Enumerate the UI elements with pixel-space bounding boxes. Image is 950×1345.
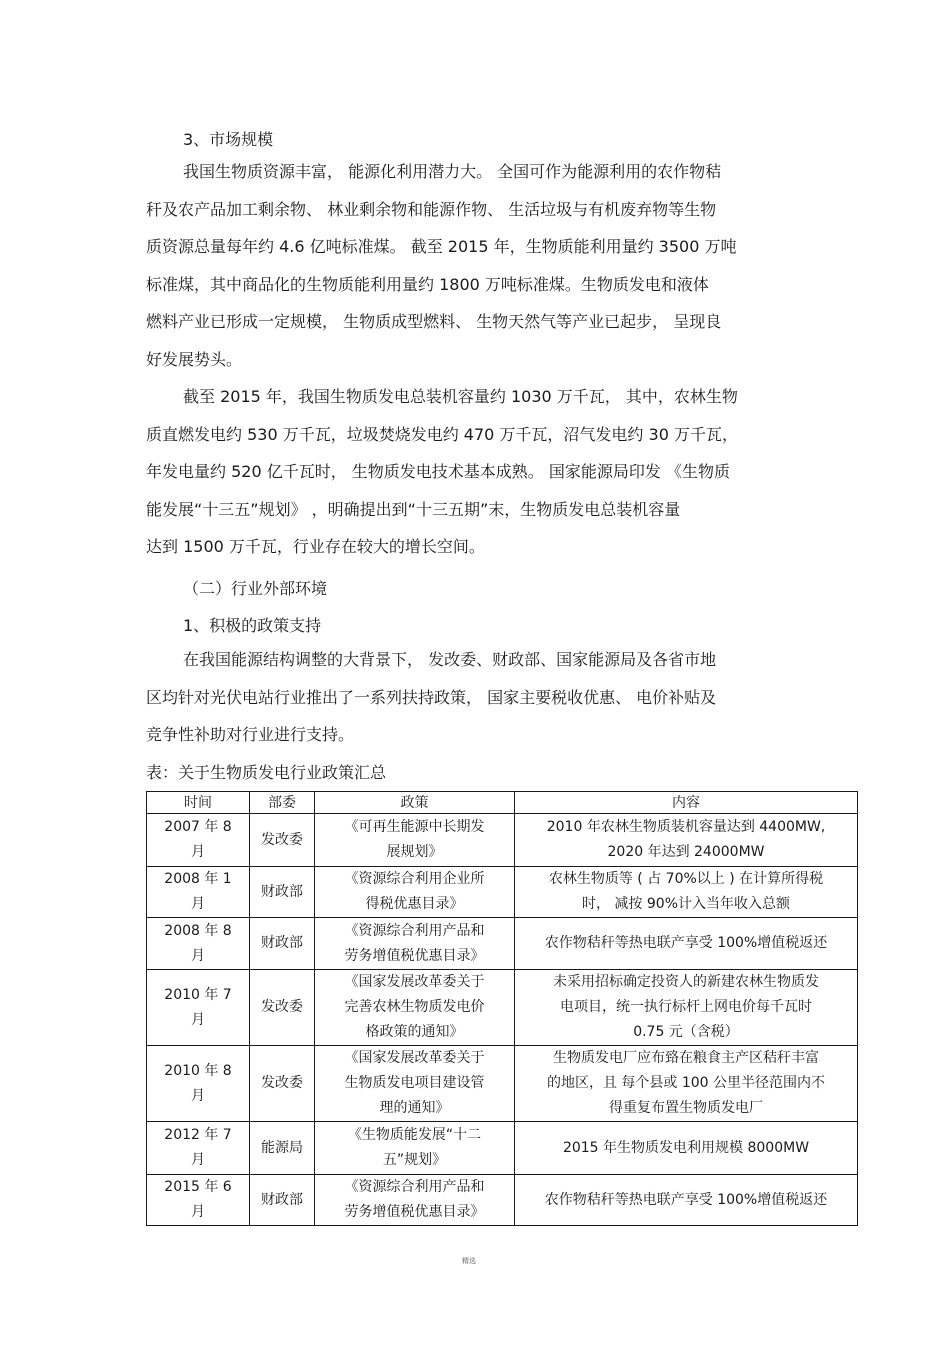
page-footer: 精选 — [462, 1257, 476, 1265]
cell-policy: 《资源综合利用产品和 劳务增值税优惠目录》 — [315, 918, 515, 970]
table-row — [147, 918, 858, 970]
table-caption: 表：关于生物质发电行业政策汇总 — [146, 763, 387, 782]
cell-policy: 《资源综合利用企业所 得税优惠目录》 — [315, 867, 515, 918]
cell-department: 发改委 — [250, 1046, 315, 1122]
paragraph-line: 秆及农产品加工剩余物、 林业剩余物和能源作物、 生活垃圾与有机废弃物等生物 — [146, 199, 717, 219]
header-time: 时间 — [147, 792, 250, 814]
paragraph-line: 质资源总量每年约 4.6 亿吨标准煤。 截至 2015 年，生物质能利用量约 3500 万吨 — [146, 237, 737, 256]
paragraph-capacity — [146, 378, 738, 566]
table-row — [147, 867, 858, 918]
cell-time: 2012 年 7 月 — [147, 1122, 250, 1175]
cell-department: 能源局 — [250, 1122, 315, 1175]
cell-content: 未采用招标确定投资人的新建农林生物质发 电项目，统一执行标杆上网电价每千瓦时 0.75 元（含税） — [515, 970, 858, 1046]
table-row — [147, 814, 858, 867]
cell-content: 农林生物质等 ( 占 70%以上 ) 在计算所得税 时， 减按 90%计入当年收入总额 — [515, 867, 858, 918]
paragraph-line: 质直燃发电约 530 万千瓦，垃圾焚烧发电约 470 万千瓦，沼气发电约 30 万千瓦， — [146, 424, 738, 444]
paragraph-line: 能发展“十三五”规划》 ，明确提出到“十三五期”末，生物质发电总装机容量 — [146, 499, 681, 519]
cell-time: 2007 年 8 月 — [147, 814, 250, 867]
cell-time: 2008 年 1 月 — [147, 867, 250, 918]
cell-policy: 《可再生能源中长期发 展规划》 — [315, 814, 515, 867]
cell-department: 财政部 — [250, 1175, 315, 1226]
paragraph-line: 燃料产业已形成一定规模， 生物质成型燃料、 生物天然气等产业已起步， 呈现良 — [146, 312, 722, 331]
header-department: 部委 — [250, 792, 315, 814]
table-row — [147, 1175, 858, 1226]
cell-policy: 《国家发展改革委关于 生物质发电项目建设管 理的通知》 — [315, 1046, 515, 1122]
cell-department: 财政部 — [250, 867, 315, 918]
paragraph-line: 区均针对光伏电站行业推出了一系列扶持政策， 国家主要税收优惠、 电价补贴及 — [146, 687, 717, 707]
subsection-heading-external-environment: （二）行业外部环境 — [183, 579, 328, 598]
table-header-row — [147, 792, 858, 814]
table-row — [147, 1122, 858, 1175]
paragraph-line: 竞争性补助对行业进行支持。 — [146, 725, 355, 744]
cell-content: 农作物秸秆等热电联产享受 100%增值税返还 — [515, 1175, 858, 1226]
cell-time: 2010 年 8 月 — [147, 1046, 250, 1122]
paragraph-line: 年发电量约 520 亿千瓦时， 生物质发电技术基本成熟。 国家能源局印发 《生物质 — [146, 462, 730, 481]
cell-policy: 《国家发展改革委关于 完善农林生物质发电价 格政策的通知》 — [315, 970, 515, 1046]
cell-policy: 《资源综合利用产品和 劳务增值税优惠目录》 — [315, 1175, 515, 1226]
paragraph-line: 在我国能源结构调整的大背景下， 发改委、财政部、国家能源局及各省市地 — [183, 650, 717, 669]
cell-time: 2008 年 8 月 — [147, 918, 250, 970]
cell-time: 2010 年 7 月 — [147, 970, 250, 1046]
cell-content: 2010 年农林生物质装机容量达到 4400MW, 2020 年达到 24000MW — [515, 814, 858, 867]
header-policy: 政策 — [315, 792, 515, 814]
header-content: 内容 — [515, 792, 858, 814]
cell-department: 发改委 — [250, 814, 315, 867]
paragraph-line: 达到 1500 万千瓦，行业存在较大的增长空间。 — [146, 537, 485, 556]
cell-content: 生物质发电厂应布臵在粮食主产区秸秆丰富 的地区，且 每个县或 100 公里半径范围内不 得重复布置生物质发电厂 — [515, 1046, 858, 1122]
table-row — [147, 1046, 858, 1122]
paragraph-line: 截至 2015 年，我国生物质发电总装机容量约 1030 万千瓦， 其中，农林生物 — [183, 387, 738, 406]
paragraph-policy — [146, 641, 716, 754]
subsub-heading-policy-support: 1、积极的政策支持 — [183, 616, 322, 635]
cell-department: 财政部 — [250, 918, 315, 970]
cell-department: 发改委 — [250, 970, 315, 1046]
cell-policy: 《生物质能发展“十二 五”规划》 — [315, 1122, 515, 1175]
table-row — [147, 970, 858, 1046]
cell-content: 农作物秸秆等热电联产享受 100%增值税返还 — [515, 918, 858, 970]
policy-table — [146, 791, 858, 1226]
paragraph-resources — [146, 153, 737, 378]
paragraph-line: 标准煤，其中商品化的生物质能利用量约 1800 万吨标准煤。生物质发电和液体 — [146, 274, 709, 294]
paragraph-line: 我国生物质资源丰富， 能源化利用潜力大。 全国可作为能源利用的农作物秸 — [183, 162, 722, 181]
cell-time: 2015 年 6 月 — [147, 1175, 250, 1226]
cell-content: 2015 年生物质发电利用规模 8000MW — [515, 1122, 858, 1175]
paragraph-line: 好发展势头。 — [146, 349, 243, 369]
section-heading-market-size: 3、市场规模 — [183, 130, 274, 149]
